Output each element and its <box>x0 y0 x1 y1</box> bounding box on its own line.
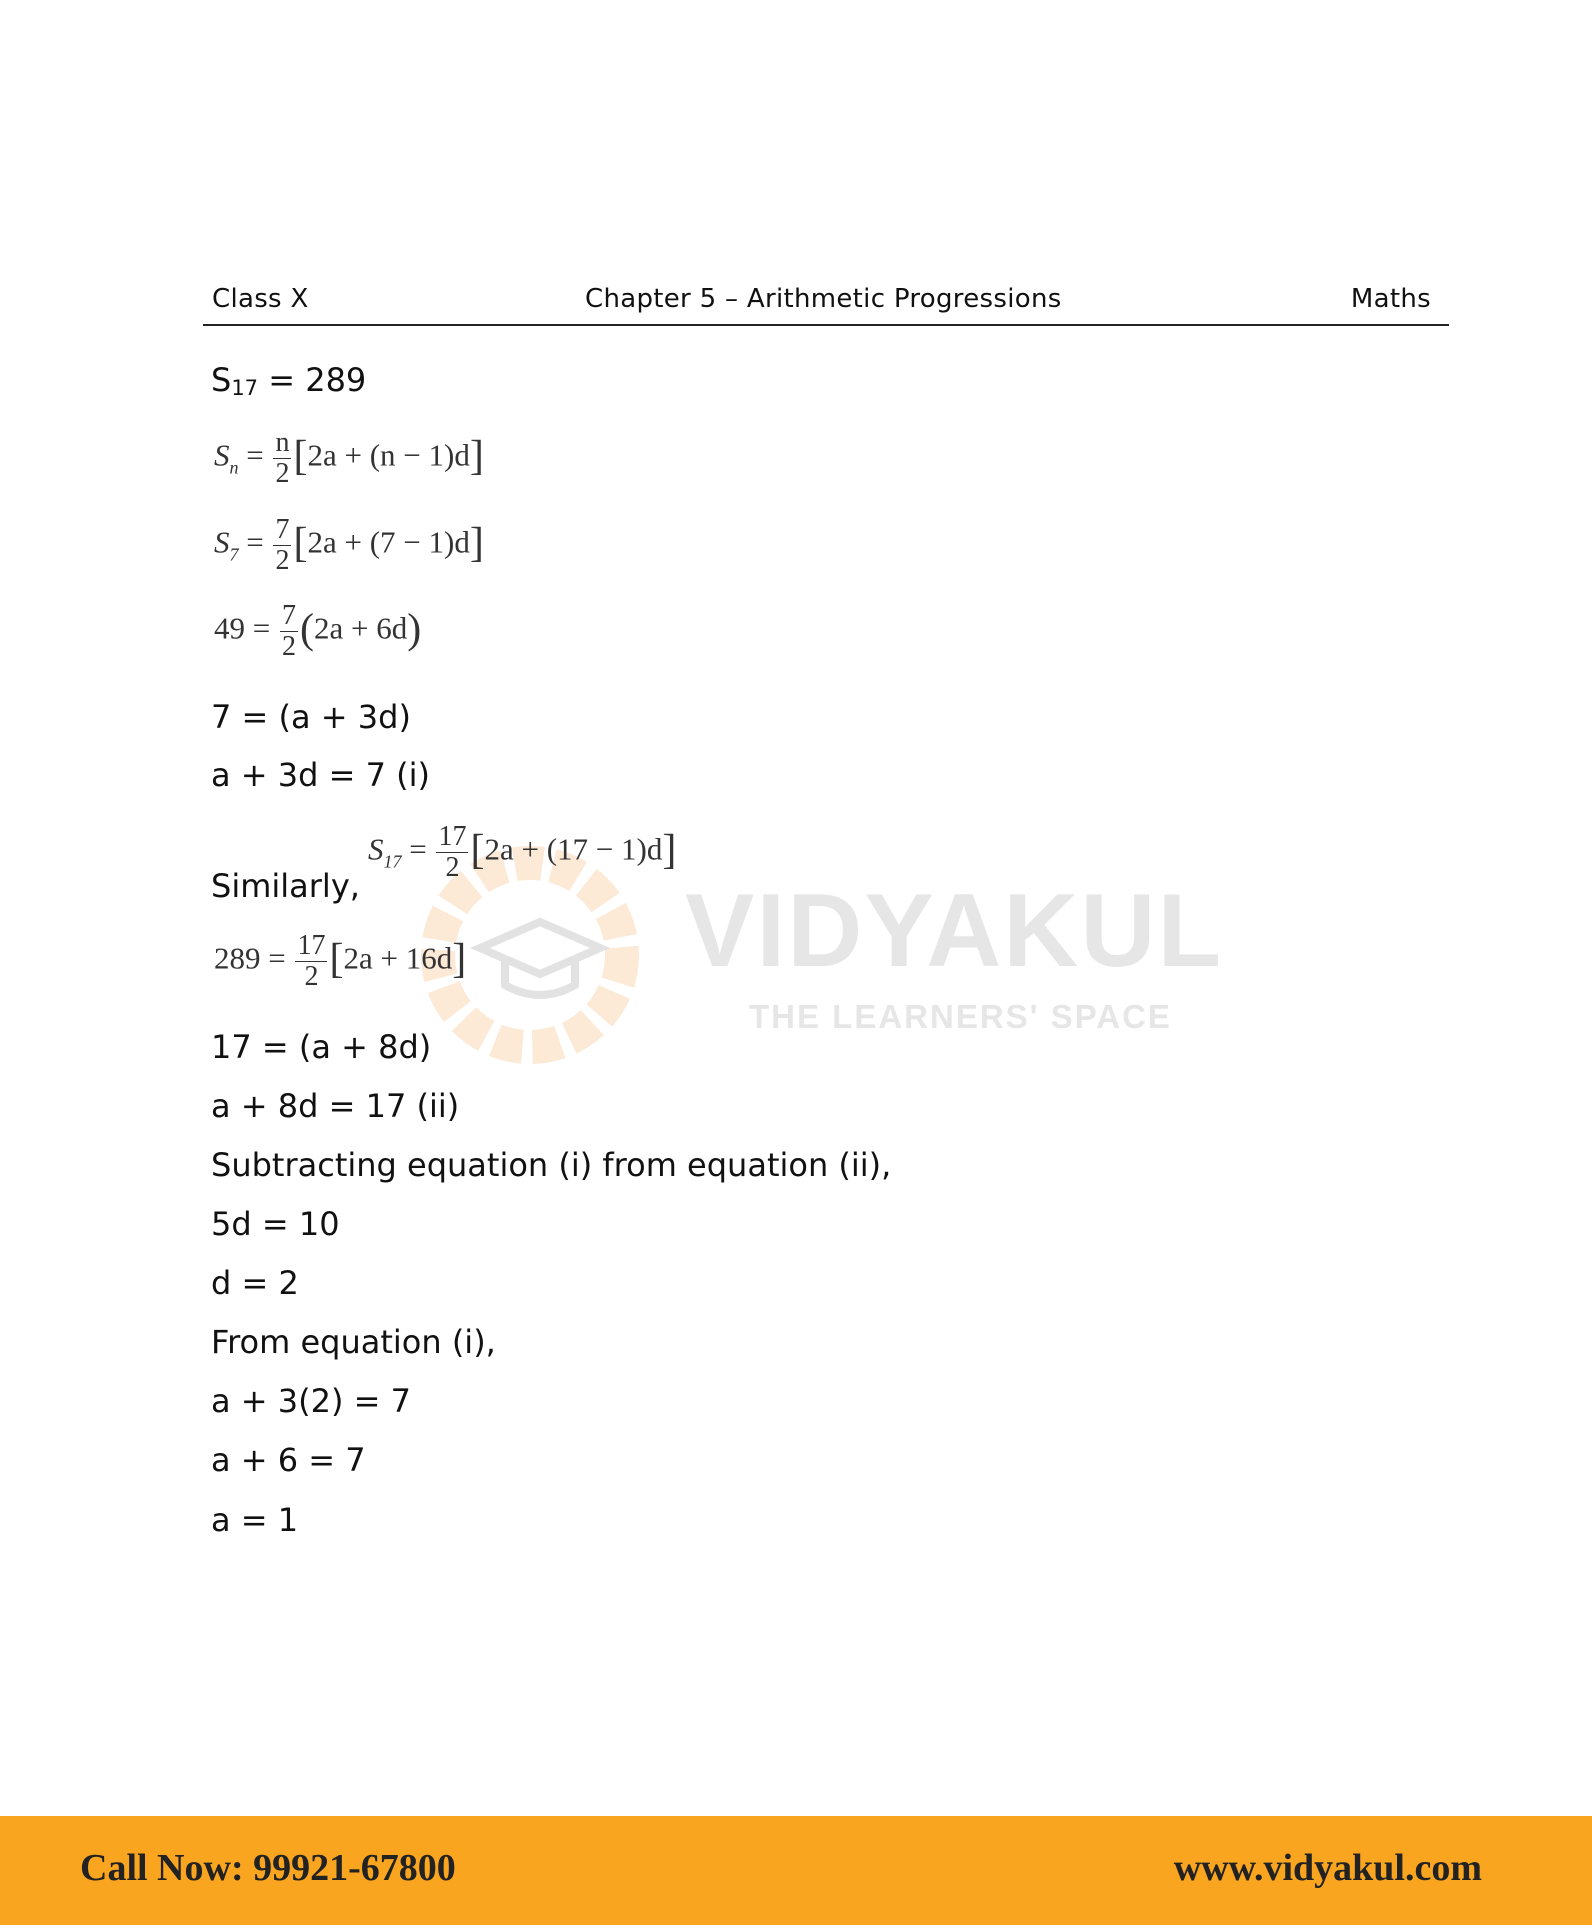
line-a1: a = 1 <box>211 1501 299 1539</box>
call-now-text: Call Now: 99921-67800 <box>80 1847 456 1889</box>
fraction-den: 2 <box>275 545 290 576</box>
line-5d: 5d = 10 <box>211 1205 340 1243</box>
fraction-den: 2 <box>304 961 319 992</box>
eq-lhs: 289 <box>214 940 261 976</box>
eq-289: 289 = $\frac{17}{2}$ [2a + 16d] <box>214 930 467 992</box>
line-17: 17 = (a + 8d) <box>211 1028 432 1066</box>
line-7: 7 = (a + 3d) <box>211 698 411 736</box>
line-d: d = 2 <box>211 1264 299 1302</box>
s17-line <box>211 360 366 408</box>
eq-s17: $S_{17}$ = $\frac{17}{2}$ [2a + (17 − 1)d] <box>368 821 677 883</box>
s17-label: S <box>211 361 232 399</box>
fraction-num: n <box>275 427 290 458</box>
eq-lhs-sub: n <box>229 457 239 478</box>
page-header <box>203 280 1449 326</box>
fraction <box>273 515 291 576</box>
from-equation-line: From equation (i), <box>211 1323 496 1361</box>
watermark-subtitle: THE LEARNERS' SPACE <box>749 998 1172 1035</box>
line-eq-i: a + 3d = 7 (i) <box>211 756 430 794</box>
eq-body: 2a + 16d <box>343 940 453 976</box>
fraction <box>273 428 291 489</box>
fraction-num: 7 <box>275 514 290 545</box>
line-a32: a + 3(2) = 7 <box>211 1382 411 1420</box>
fraction-den: 2 <box>275 458 290 489</box>
eq-lhs: S <box>214 524 230 560</box>
fraction <box>295 931 327 992</box>
eq-lhs: S <box>214 437 230 473</box>
eq-body: 2a + (17 − 1)d <box>484 831 663 867</box>
eq-lhs-sub: 17 <box>383 851 402 872</box>
eq-general-sum: $S_n$ = $\frac{n}{2}$ [2a + (n − 1)d] <box>214 427 484 489</box>
page-footer <box>0 1816 1592 1925</box>
eq-body: 2a + (7 − 1)d <box>307 524 470 560</box>
similarly-label: Similarly, <box>211 867 360 905</box>
eq-s7: $S_7$ = $\frac{7}{2}$ [2a + (7 − 1)d] <box>214 514 484 576</box>
fraction <box>436 822 468 883</box>
s17-sub: 17 <box>231 376 259 400</box>
fraction-num: 17 <box>297 930 326 961</box>
line-eq-ii: a + 8d = 17 (ii) <box>211 1087 460 1125</box>
eq-49: 49 = $\frac{7}{2}$ (2a + 6d) <box>214 600 422 662</box>
eq-body: 2a + 6d <box>313 610 408 646</box>
website-link[interactable]: www.vidyakul.com <box>1173 1847 1482 1889</box>
fraction-num: 7 <box>281 600 296 631</box>
class-label: Class X <box>212 284 309 314</box>
chapter-title: Chapter 5 – Arithmetic Progressions <box>585 284 1062 314</box>
eq-lhs: 49 <box>214 610 245 646</box>
subtracting-line: Subtracting equation (i) from equation (ii), <box>211 1146 892 1184</box>
line-a6: a + 6 = 7 <box>211 1441 366 1479</box>
fraction-den: 2 <box>281 631 296 662</box>
eq-body: 2a + (n − 1)d <box>307 437 470 473</box>
s17-value: = 289 <box>268 361 367 399</box>
fraction <box>280 601 298 662</box>
eq-lhs-sub: 7 <box>229 544 239 565</box>
eq-lhs: S <box>368 831 384 867</box>
watermark-title: VIDYAKUL <box>685 873 1224 989</box>
fraction-num: 17 <box>438 821 467 852</box>
subject-label: Maths <box>1350 284 1431 314</box>
fraction-den: 2 <box>445 852 460 883</box>
